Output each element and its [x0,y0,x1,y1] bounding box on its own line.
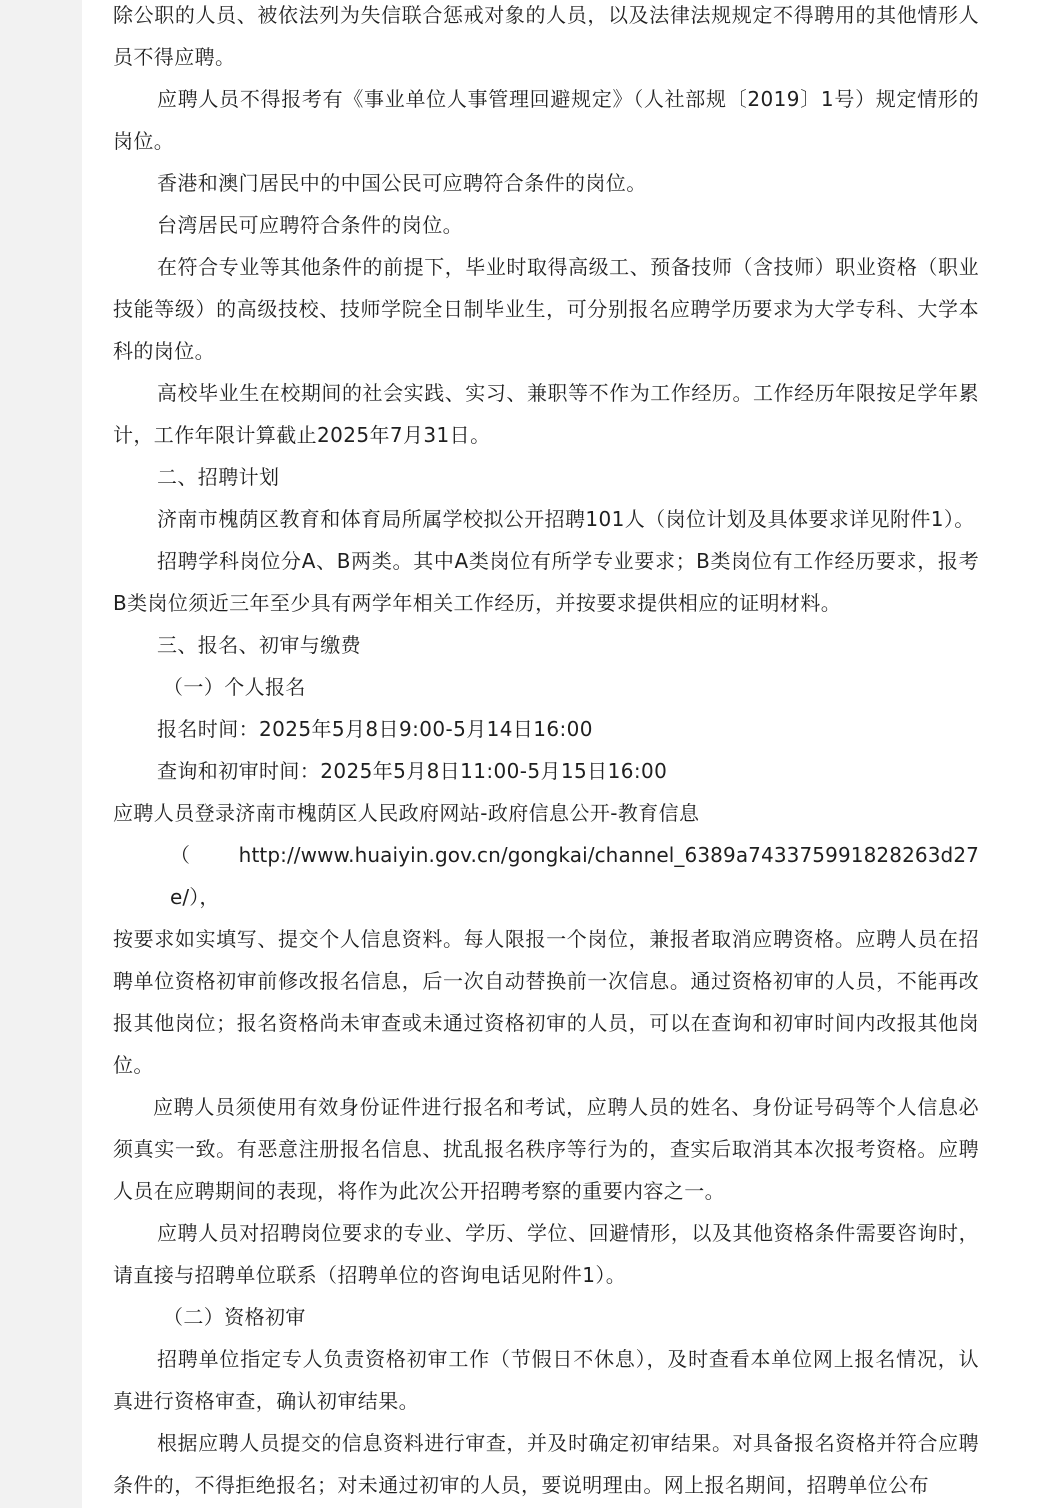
registration-url-link[interactable]: （http://www.huaiyin.gov.cn/gongkai/channel_6389a743375991828263d27e/）， [170,843,979,909]
paragraph-disqualification: 除公职的人员、被依法列为失信联合惩戒对象的人员，以及法律法规规定不得聘用的其他情形人员不得应聘。 [113,3,979,69]
paragraph-login-site: 应聘人员登录济南市槐荫区人民政府网站-政府信息公开-教育信息 [113,801,700,825]
paragraph-recruit-count: 济南市槐荫区教育和体育局所属学校拟公开招聘101人（岗位计划及具体要求详见附件1）。 [157,507,975,531]
paragraph-review-result: 根据应聘人员提交的信息资料进行审查，并及时确定初审结果。对具备报名资格并符合应聘条件的，不得拒绝报名；对未通过初审的人员，要说明理由。网上报名期间，招聘单位公布 [113,1431,979,1497]
subheading-personal-registration: （一）个人报名 [163,675,306,699]
subheading-qualification-review: （二）资格初审 [163,1305,306,1329]
right-margin [1024,0,1060,1508]
paragraph-consultation: 应聘人员对招聘岗位要求的专业、学历、学位、回避情形，以及其他资格条件需要咨询时，请直接与招聘单位联系（招聘单位的咨询电话见附件1）。 [113,1221,979,1287]
paragraph-hk-macao: 香港和澳门居民中的中国公民可应聘符合条件的岗位。 [157,171,647,195]
article-body [113,0,979,1506]
paragraph-technician-graduates: 在符合专业等其他条件的前提下，毕业时取得高级工、预备技师（含技师）职业资格（职业技能等级）的高级技校、技师学院全日制毕业生，可分别报名应聘学历要求为大学专科、大学本科的岗位。 [113,255,979,363]
paragraph-taiwan: 台湾居民可应聘符合条件的岗位。 [157,213,463,237]
paragraph-avoidance-rule: 应聘人员不得报考有《事业单位人事管理回避规定》（人社部规〔2019〕1号）规定情形的岗位。 [113,87,979,153]
left-margin [0,0,82,1508]
paragraph-work-experience: 高校毕业生在校期间的社会实践、实习、兼职等不作为工作经历。工作经历年限按足学年累计，工作年限计算截止2025年7月31日。 [113,381,979,447]
section-heading-registration: 三、报名、初审与缴费 [157,633,361,657]
paragraph-valid-id: 应聘人员须使用有效身份证件进行报名和考试，应聘人员的姓名、身份证号码等个人信息必须真实一致。有恶意注册报名信息、扰乱报名秩序等行为的，查实后取消其本次报考资格。应聘人员在应聘期间的表现，将作为此次公开招聘考察的重要内容之一。 [113,1095,979,1203]
paragraph-position-types: 招聘学科岗位分A、B两类。其中A类岗位有所学专业要求；B类岗位有工作经历要求，报考B类岗位须近三年至少具有两学年相关工作经历，并按要求提供相应的证明材料。 [113,549,979,615]
review-time: 查询和初审时间：2025年5月8日11:00-5月15日16:00 [157,759,668,783]
registration-time: 报名时间：2025年5月8日9:00-5月14日16:00 [157,717,593,741]
section-heading-plan: 二、招聘计划 [157,465,280,489]
paragraph-review-staff: 招聘单位指定专人负责资格初审工作（节假日不休息），及时查看本单位网上报名情况，认真进行资格审查，确认初审结果。 [113,1347,979,1413]
paragraph-fill-info: 按要求如实填写、提交个人信息资料。每人限报一个岗位，兼报者取消应聘资格。应聘人员在招聘单位资格初审前修改报名信息，后一次自动替换前一次信息。通过资格初审的人员，不能再改报其他岗位；报名资格尚未审查或未通过资格初审的人员，可以在查询和初审时间内改报其他岗位。 [113,927,979,1077]
